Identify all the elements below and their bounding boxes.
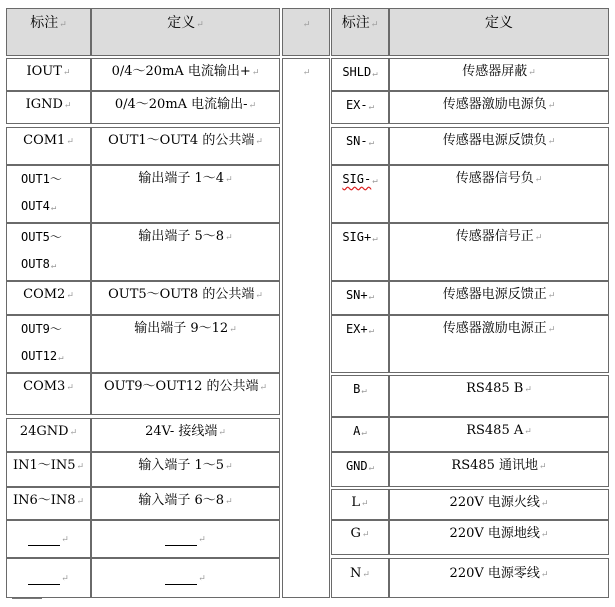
left-label-ignd	[6, 91, 91, 124]
para-mark: ↵	[539, 462, 547, 472]
cell-text: 输入端子 1～5	[138, 458, 225, 473]
right-label-b	[331, 375, 389, 417]
cell-text: 24V- 接线端	[145, 424, 218, 439]
para-mark: ↵	[225, 462, 233, 472]
para-mark: ↵	[547, 101, 556, 111]
para-mark: ↵	[66, 383, 74, 393]
left-label-com1	[6, 127, 91, 165]
para-mark: ↵	[368, 292, 375, 302]
para-mark: ↵	[540, 570, 549, 580]
left-label-out1-4	[6, 165, 91, 223]
right-def-ex-minus	[389, 91, 609, 124]
cell-text: GND	[345, 459, 368, 473]
right-label-shld	[331, 58, 389, 91]
cell-text: EX-	[345, 98, 368, 112]
para-mark: ↵	[50, 203, 57, 213]
para-mark: ↵	[547, 325, 556, 335]
cell-text: RS485 通讯地	[451, 458, 539, 473]
para-mark: ↵	[259, 383, 268, 393]
cell-text: 传感器激励电源正	[442, 321, 547, 336]
para-mark: ↵	[372, 176, 378, 186]
cell-text: 220V 电源地线	[449, 526, 540, 541]
cell-text: 220V 电源零线	[449, 566, 540, 581]
para-mark: ↵	[372, 69, 378, 79]
cell-text: SIG+	[342, 230, 372, 244]
para-mark: ↵	[255, 137, 263, 147]
header-label-right-text: 标注	[341, 15, 370, 31]
left-def-blank-1	[91, 520, 280, 558]
para-mark: ↵	[69, 428, 78, 438]
left-label-blank-2	[6, 558, 91, 598]
left-def-com1	[91, 127, 280, 165]
spacer-column	[282, 58, 330, 598]
cell-text: 24GND	[19, 424, 69, 439]
right-def-g	[389, 520, 609, 555]
left-def-iout	[91, 58, 280, 91]
cell-text: 输出端子 1～4	[138, 171, 225, 186]
left-label-out5-8	[6, 223, 91, 281]
cell-text: B	[353, 382, 361, 396]
header-definition-right	[389, 8, 609, 56]
para-mark: ↵	[225, 175, 233, 185]
header-spacer	[282, 8, 330, 56]
cell-text: N	[350, 566, 362, 581]
cell-text: IN1～IN5	[12, 458, 76, 473]
para-mark: ↵	[302, 68, 311, 78]
para-mark: ↵	[540, 530, 549, 540]
para-mark: ↵	[76, 497, 85, 507]
blank-line	[165, 531, 197, 546]
cell-text: RS485 B	[466, 381, 524, 396]
para-mark: ↵	[50, 261, 57, 271]
para-mark: ↵	[547, 137, 556, 147]
blank-line	[165, 570, 197, 585]
para-mark: ↵	[370, 20, 379, 30]
cell-text: OUT5～OUT8 的公共端	[108, 287, 255, 302]
para-mark: ↵	[225, 497, 233, 507]
para-mark: ↵	[248, 101, 257, 111]
para-mark: ↵	[368, 326, 375, 336]
cell-text: OUT1～OUT4 的公共端	[108, 133, 255, 148]
para-mark: ↵	[368, 138, 375, 148]
header-definition-left-text: 定义	[167, 15, 196, 31]
para-mark: ↵	[225, 233, 233, 243]
cell-text: 0/4～20mA 电流输出+	[111, 64, 251, 79]
para-mark: ↵	[76, 462, 85, 472]
right-label-a	[331, 417, 389, 452]
para-mark: ↵	[372, 234, 378, 244]
cell-text: SN-	[345, 134, 368, 148]
right-def-n	[389, 558, 609, 598]
para-mark: ↵	[198, 535, 206, 545]
left-def-ignd	[91, 91, 280, 124]
para-mark: ↵	[63, 101, 72, 111]
right-label-l	[331, 489, 389, 520]
footer-rule	[12, 598, 42, 599]
left-label-blank-1	[6, 520, 91, 558]
left-def-out5-8	[91, 223, 280, 281]
cell-text: OUT5～OUT8	[21, 230, 62, 271]
para-mark: ↵	[302, 20, 311, 30]
para-mark: ↵	[368, 102, 375, 112]
right-def-sig-minus	[389, 165, 609, 223]
right-def-sn-plus	[389, 281, 609, 315]
para-mark: ↵	[361, 499, 369, 509]
para-mark: ↵	[62, 68, 71, 78]
cell-text: G	[350, 526, 361, 541]
para-mark: ↵	[196, 20, 204, 30]
cell-text: 传感器激励电源负	[442, 97, 547, 112]
right-def-gnd	[389, 452, 609, 487]
cell-text: OUT9～OUT12 的公共端	[103, 379, 259, 394]
para-mark: ↵	[229, 325, 237, 335]
left-def-com2	[91, 281, 280, 315]
para-mark: ↵	[547, 291, 556, 301]
right-def-sn-minus	[389, 127, 609, 165]
para-mark: ↵	[66, 291, 74, 301]
para-mark: ↵	[528, 68, 536, 78]
para-mark: ↵	[251, 68, 260, 78]
para-mark: ↵	[540, 499, 549, 509]
cell-text: RS485 A	[466, 423, 524, 438]
left-def-in6-8	[91, 487, 280, 520]
left-label-in1-5	[6, 452, 91, 487]
right-label-sig-minus	[331, 165, 389, 223]
para-mark: ↵	[61, 574, 69, 584]
right-def-b	[389, 375, 609, 417]
cell-text: 输出端子 9～12	[134, 321, 229, 336]
cell-text: IGND	[25, 97, 63, 112]
left-def-out9-12	[91, 315, 280, 373]
para-mark: ↵	[524, 385, 532, 395]
header-label-left-text: 标注	[30, 15, 59, 31]
right-label-n	[331, 558, 389, 598]
cell-text: 传感器屏蔽	[462, 64, 528, 79]
right-def-shld	[389, 58, 609, 91]
right-label-sn-plus	[331, 281, 389, 315]
para-mark: ↵	[361, 428, 367, 438]
para-mark: ↵	[58, 353, 64, 363]
para-mark: ↵	[361, 386, 367, 396]
left-def-out1-4	[91, 165, 280, 223]
right-label-sig-plus	[331, 223, 389, 281]
left-label-out9-12	[6, 315, 91, 373]
cell-text: 传感器电源反馈正	[442, 287, 547, 302]
left-def-24gnd	[91, 418, 280, 452]
cell-text: A	[353, 424, 361, 438]
cell-text: 220V 电源火线	[449, 495, 540, 510]
blank-line	[28, 570, 60, 585]
cell-text: 输入端子 6～8	[138, 493, 225, 508]
para-mark: ↵	[362, 570, 370, 580]
cell-text: COM2	[23, 287, 66, 302]
cell-text: EX+	[345, 322, 368, 336]
cell-text: OUT9～OUT12	[21, 322, 62, 363]
cell-text: SHLD	[342, 65, 372, 79]
cell-text: SIG-	[342, 172, 372, 186]
para-mark: ↵	[361, 530, 370, 540]
cell-text: 传感器信号负	[455, 171, 534, 186]
left-label-in6-8	[6, 487, 91, 520]
cell-text: L	[351, 495, 361, 510]
para-mark: ↵	[534, 233, 543, 243]
right-def-sig-plus	[389, 223, 609, 281]
right-def-l	[389, 489, 609, 520]
right-label-g	[331, 520, 389, 555]
header-label-right	[331, 8, 389, 56]
cell-text: SN+	[345, 288, 368, 302]
left-label-com3	[6, 373, 91, 415]
header-definition-left	[91, 8, 280, 56]
blank-line	[28, 531, 60, 546]
cell-text: IOUT	[26, 64, 62, 79]
cell-text: 传感器信号正	[455, 229, 534, 244]
left-def-com3	[91, 373, 280, 415]
para-mark: ↵	[59, 20, 67, 30]
cell-text: OUT1～OUT4	[21, 172, 62, 213]
right-def-ex-plus	[389, 315, 609, 373]
right-def-a	[389, 417, 609, 452]
para-mark: ↵	[66, 137, 74, 147]
para-mark: ↵	[255, 291, 263, 301]
para-mark: ↵	[534, 175, 543, 185]
para-mark: ↵	[61, 535, 69, 545]
left-label-com2	[6, 281, 91, 315]
cell-text: 传感器电源反馈负	[442, 133, 547, 148]
right-label-sn-minus	[331, 127, 389, 165]
para-mark: ↵	[524, 427, 532, 437]
left-def-blank-2	[91, 558, 280, 598]
right-label-ex-plus	[331, 315, 389, 373]
para-mark: ↵	[198, 574, 206, 584]
header-label-left	[6, 8, 91, 56]
right-label-gnd	[331, 452, 389, 487]
para-mark: ↵	[368, 463, 375, 473]
cell-text: 0/4～20mA 电流输出-	[114, 97, 248, 112]
left-label-24gnd	[6, 418, 91, 452]
para-mark: ↵	[218, 428, 226, 438]
cell-text: 输出端子 5～8	[138, 229, 225, 244]
header-definition-right-text: 定义	[485, 15, 513, 31]
cell-text: COM1	[23, 133, 66, 148]
cell-text: IN6～IN8	[12, 493, 76, 508]
right-label-ex-minus	[331, 91, 389, 124]
left-label-iout	[6, 58, 91, 91]
cell-text: COM3	[23, 379, 66, 394]
left-def-in1-5	[91, 452, 280, 487]
